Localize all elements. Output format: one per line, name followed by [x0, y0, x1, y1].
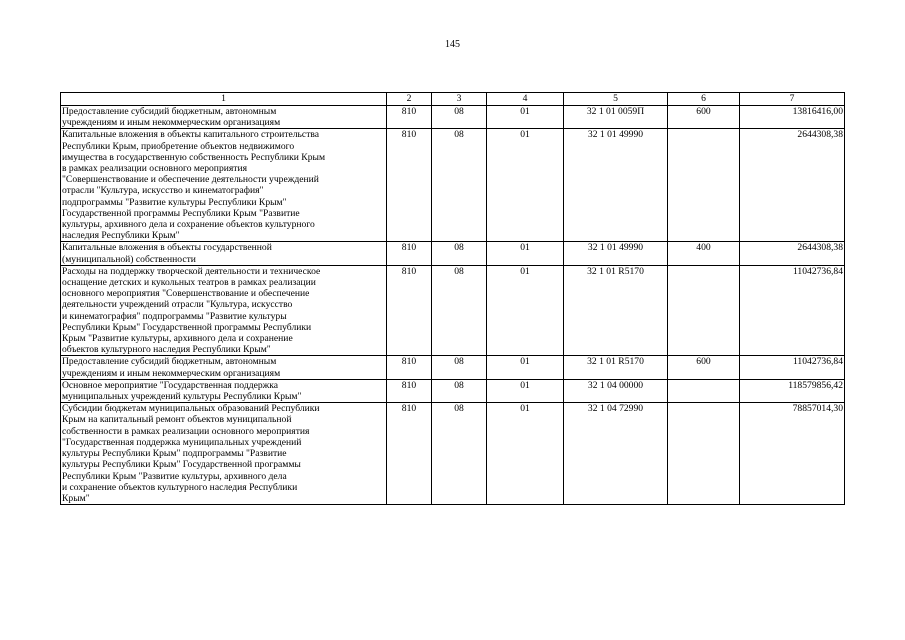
amount-cell: 118579856,42: [740, 379, 845, 402]
subsection-code-cell: 01: [487, 403, 564, 505]
ministry-code-cell: 810: [387, 265, 432, 356]
target-article-cell: 32 1 01 R5170: [564, 356, 668, 379]
column-header: 5: [564, 93, 668, 106]
table-row: [61, 129, 845, 242]
description-line: муниципальных учреждений культуры Республики Крым": [62, 391, 302, 403]
table-row: [61, 403, 845, 505]
expense-type-cell: [668, 265, 740, 356]
subsection-code-cell: 01: [487, 379, 564, 402]
amount-cell: 11042736,84: [740, 265, 845, 356]
amount-cell: 13816416,00: [740, 106, 845, 129]
section-code-cell: 08: [432, 265, 487, 356]
section-code-cell: 08: [432, 356, 487, 379]
amount-cell: 11042736,84: [740, 356, 845, 379]
table-row: [61, 356, 845, 379]
description-line: в рамках реализации основного мероприятия: [62, 163, 248, 175]
description-line: Крым "Развитие культуры, архивного дела и сохранение: [62, 333, 293, 345]
subsection-code-cell: 01: [487, 265, 564, 356]
description-line: наследия Республики Крым": [62, 230, 180, 242]
subsection-code-cell: 01: [487, 129, 564, 242]
budget-table: [60, 92, 845, 505]
table-header-row: [61, 93, 845, 106]
table-row: [61, 106, 845, 129]
description-line: Крым": [62, 492, 90, 504]
column-header: 2: [387, 93, 432, 106]
description-line: Крым на капитальный ремонт объектов муниципальной: [62, 414, 292, 426]
section-code-cell: 08: [432, 403, 487, 505]
target-article-cell: 32 1 04 00000: [564, 379, 668, 402]
description-line: Основное мероприятие "Государственная поддержка: [62, 379, 279, 391]
expense-description: [61, 106, 387, 129]
subsection-code-cell: 01: [487, 242, 564, 265]
column-header: 4: [487, 93, 564, 106]
description-line: культуры, архивного дела и сохранение объектов культурного: [62, 219, 315, 231]
description-line: отрасли "Культура, искусство и кинематография": [62, 185, 264, 197]
expense-description: [61, 403, 387, 505]
table-row: [61, 379, 845, 402]
expense-type-cell: [668, 403, 740, 505]
section-code-cell: 08: [432, 242, 487, 265]
table-row: [61, 265, 845, 356]
amount-cell: 2644308,38: [740, 242, 845, 265]
section-code-cell: 08: [432, 106, 487, 129]
description-line: Республики Крым" Государственной программы Республики: [62, 321, 312, 333]
expense-type-cell: [668, 129, 740, 242]
expense-type-cell: 400: [668, 242, 740, 265]
description-line: подпрограммы "Развитие культуры Республики Крым": [62, 196, 287, 208]
description-line: Республики Крым "Развитие культуры, архивного дела: [62, 470, 287, 482]
expense-type-cell: [668, 379, 740, 402]
expense-type-cell: 600: [668, 356, 740, 379]
subsection-code-cell: 01: [487, 106, 564, 129]
description-line: учреждениям и иным некоммерческим организациям: [62, 117, 281, 129]
description-line: оснащение детских и кукольных театров в рамках реализации: [62, 277, 316, 289]
column-header: 7: [740, 93, 845, 106]
description-line: и сохранение объектов культурного наследия Республики: [62, 481, 298, 493]
page-number: 145: [445, 39, 460, 50]
expense-description: [61, 379, 387, 402]
expense-description: [61, 265, 387, 356]
expense-description: [61, 129, 387, 242]
ministry-code-cell: 810: [387, 129, 432, 242]
description-line: Субсидии бюджетам муниципальных образований Республики: [62, 403, 320, 415]
expense-type-cell: 600: [668, 106, 740, 129]
ministry-code-cell: 810: [387, 106, 432, 129]
description-line: Республики Крым, приобретение объектов недвижимого: [62, 140, 295, 152]
target-article-cell: 32 1 04 72990: [564, 403, 668, 505]
table-row: [61, 242, 845, 265]
description-line: культуры Республики Крым" подпрограммы "Развитие: [62, 448, 287, 460]
description-line: Расходы на поддержку творческой деятельности и техническое: [62, 265, 321, 277]
target-article-cell: 32 1 01 49990: [564, 129, 668, 242]
description-line: "Совершенствование и обеспечение деятельности учреждений: [62, 174, 319, 186]
description-line: Предоставление субсидий бюджетным, автономным: [62, 356, 277, 368]
description-line: Капитальные вложения в объекты капитального строительства: [62, 129, 320, 141]
description-line: имущества в государственную собственность Республики Крым: [62, 151, 326, 163]
ministry-code-cell: 810: [387, 403, 432, 505]
description-line: Государственной программы Республики Крым "Развитие: [62, 207, 300, 219]
description-line: культуры Республики Крым" Государственной программы: [62, 459, 301, 471]
description-line: учреждениям и иным некоммерческим организациям: [62, 367, 281, 379]
target-article-cell: 32 1 01 0059П: [564, 106, 668, 129]
description-line: "Государственная поддержка муниципальных учреждений: [62, 436, 302, 448]
description-line: деятельности учреждений отрасли "Культура, искусство: [62, 299, 293, 311]
section-code-cell: 08: [432, 379, 487, 402]
section-code-cell: 08: [432, 129, 487, 242]
description-line: Предоставление субсидий бюджетным, автономным: [62, 106, 277, 117]
target-article-cell: 32 1 01 R5170: [564, 265, 668, 356]
amount-cell: 2644308,38: [740, 129, 845, 242]
amount-cell: 78857014,30: [740, 403, 845, 505]
column-header: 6: [668, 93, 740, 106]
description-line: собственности в рамках реализации основного мероприятия: [62, 425, 310, 437]
ministry-code-cell: 810: [387, 356, 432, 379]
description-line: (муниципальной) собственности: [62, 253, 196, 265]
description-line: Капитальные вложения в объекты государственной: [62, 242, 272, 254]
description-line: основного мероприятия "Совершенствование и обеспечение: [62, 288, 310, 300]
description-line: и кинематография" подпрограммы "Развитие культуры: [62, 310, 287, 322]
description-line: объектов культурного наследия Республики Крым": [62, 344, 271, 356]
expense-description: [61, 356, 387, 379]
subsection-code-cell: 01: [487, 356, 564, 379]
target-article-cell: 32 1 01 49990: [564, 242, 668, 265]
expense-description: [61, 242, 387, 265]
column-header: 3: [432, 93, 487, 106]
ministry-code-cell: 810: [387, 379, 432, 402]
column-header: 1: [61, 93, 387, 106]
ministry-code-cell: 810: [387, 242, 432, 265]
